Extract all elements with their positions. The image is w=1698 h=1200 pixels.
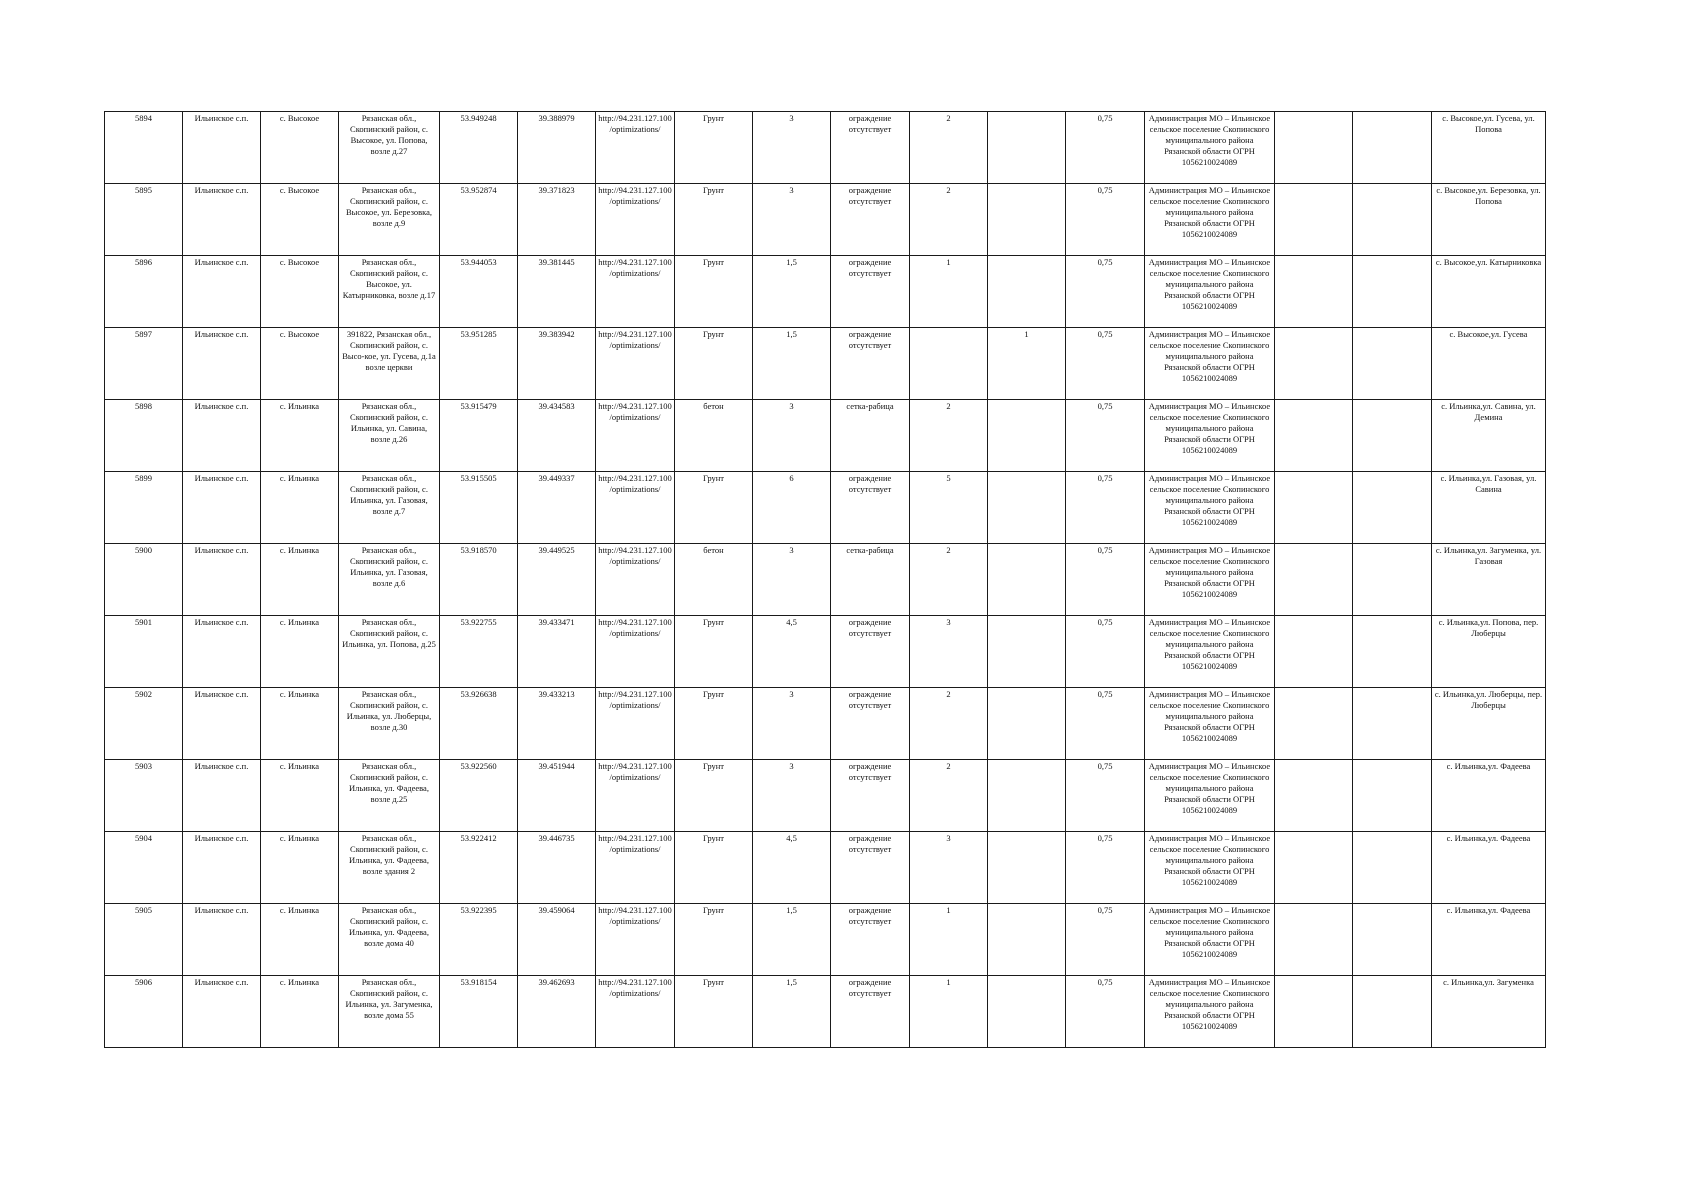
locality-cell: с. Высокое: [261, 112, 339, 184]
longitude-cell: 39.434583: [518, 400, 596, 472]
table-row: [105, 760, 1546, 832]
table-row: [105, 976, 1546, 1048]
site-number-cell: 5897: [105, 328, 183, 400]
container-count-cell: 1: [910, 904, 988, 976]
surface-cell: Грунт: [675, 616, 753, 688]
site-number-cell: 5906: [105, 976, 183, 1048]
container-count-cell: 1: [910, 256, 988, 328]
fence-cell: ограждение отсутствует: [831, 256, 910, 328]
table-row: [105, 256, 1546, 328]
empty-cell: [1275, 472, 1353, 544]
address-cell: Рязанская обл., Скопинский район, с. Ильинка, ул. Савина, возле д.26: [339, 400, 440, 472]
longitude-cell: 39.462693: [518, 976, 596, 1048]
settlement-cell: Ильинское с.п.: [183, 400, 261, 472]
longitude-cell: 39.433471: [518, 616, 596, 688]
fence-cell: ограждение отсутствует: [831, 184, 910, 256]
extra-container-cell: [988, 472, 1066, 544]
table-row: [105, 544, 1546, 616]
latitude-cell: 53.944053: [440, 256, 518, 328]
site-number-cell: 5894: [105, 112, 183, 184]
owner-cell: Администрация МО – Ильинское сельское поселение Скопинского муниципального района Рязанской области ОГРН 1056210024089: [1145, 328, 1275, 400]
latitude-cell: 53.922395: [440, 904, 518, 976]
owner-cell: Администрация МО – Ильинское сельское поселение Скопинского муниципального района Рязанской области ОГРН 1056210024089: [1145, 904, 1275, 976]
served-area-cell: с. Ильинка,ул. Фадеева: [1432, 904, 1546, 976]
surface-cell: Грунт: [675, 976, 753, 1048]
extra-container-cell: [988, 760, 1066, 832]
container-count-cell: 1: [910, 976, 988, 1048]
area-cell: 1,5: [753, 976, 831, 1048]
empty-cell: [1275, 616, 1353, 688]
empty-cell: [1275, 328, 1353, 400]
locality-cell: с. Высокое: [261, 184, 339, 256]
map-link-cell: http://94.231.127.100/optimizations/: [596, 256, 675, 328]
served-area-cell: с. Высокое,ул. Катырниковка: [1432, 256, 1546, 328]
latitude-cell: 53.918570: [440, 544, 518, 616]
settlement-cell: Ильинское с.п.: [183, 904, 261, 976]
served-area-cell: с. Ильинка,ул. Люберцы, пер. Люберцы: [1432, 688, 1546, 760]
latitude-cell: 53.952874: [440, 184, 518, 256]
container-count-cell: 2: [910, 184, 988, 256]
latitude-cell: 53.951285: [440, 328, 518, 400]
fence-cell: ограждение отсутствует: [831, 616, 910, 688]
map-link-cell: http://94.231.127.100/optimizations/: [596, 112, 675, 184]
surface-cell: Грунт: [675, 688, 753, 760]
container-count-cell: 2: [910, 112, 988, 184]
empty-cell: [1353, 544, 1432, 616]
settlement-cell: Ильинское с.п.: [183, 472, 261, 544]
container-volume-cell: 0,75: [1066, 256, 1145, 328]
area-cell: 1,5: [753, 256, 831, 328]
fence-cell: ограждение отсутствует: [831, 112, 910, 184]
latitude-cell: 53.949248: [440, 112, 518, 184]
longitude-cell: 39.459064: [518, 904, 596, 976]
fence-cell: сетка-рабица: [831, 400, 910, 472]
owner-cell: Администрация МО – Ильинское сельское поселение Скопинского муниципального района Рязанской области ОГРН 1056210024089: [1145, 112, 1275, 184]
container-volume-cell: 0,75: [1066, 112, 1145, 184]
area-cell: 1,5: [753, 328, 831, 400]
extra-container-cell: [988, 544, 1066, 616]
extra-container-cell: [988, 832, 1066, 904]
owner-cell: Администрация МО – Ильинское сельское поселение Скопинского муниципального района Рязанской области ОГРН 1056210024089: [1145, 688, 1275, 760]
owner-cell: Администрация МО – Ильинское сельское поселение Скопинского муниципального района Рязанской области ОГРН 1056210024089: [1145, 760, 1275, 832]
owner-cell: Администрация МО – Ильинское сельское поселение Скопинского муниципального района Рязанской области ОГРН 1056210024089: [1145, 544, 1275, 616]
settlement-cell: Ильинское с.п.: [183, 616, 261, 688]
longitude-cell: 39.388979: [518, 112, 596, 184]
site-number-cell: 5896: [105, 256, 183, 328]
served-area-cell: с. Высокое,ул. Березовка, ул. Попова: [1432, 184, 1546, 256]
latitude-cell: 53.926638: [440, 688, 518, 760]
map-link-cell: http://94.231.127.100/optimizations/: [596, 688, 675, 760]
extra-container-cell: [988, 184, 1066, 256]
address-cell: 391822, Рязанская обл., Скопинский район, с. Высо-кое, ул. Гусева, д.1а возле церкви: [339, 328, 440, 400]
latitude-cell: 53.915505: [440, 472, 518, 544]
table-row: [105, 328, 1546, 400]
container-count-cell: 2: [910, 400, 988, 472]
table-row: [105, 112, 1546, 184]
empty-cell: [1353, 400, 1432, 472]
longitude-cell: 39.451944: [518, 760, 596, 832]
empty-cell: [1353, 904, 1432, 976]
settlement-cell: Ильинское с.п.: [183, 328, 261, 400]
served-area-cell: с. Ильинка,ул. Фадеева: [1432, 760, 1546, 832]
owner-cell: Администрация МО – Ильинское сельское поселение Скопинского муниципального района Рязанской области ОГРН 1056210024089: [1145, 832, 1275, 904]
site-number-cell: 5901: [105, 616, 183, 688]
locality-cell: с. Ильинка: [261, 472, 339, 544]
fence-cell: ограждение отсутствует: [831, 328, 910, 400]
longitude-cell: 39.383942: [518, 328, 596, 400]
container-count-cell: 2: [910, 544, 988, 616]
settlement-cell: Ильинское с.п.: [183, 112, 261, 184]
container-count-cell: 2: [910, 688, 988, 760]
container-volume-cell: 0,75: [1066, 976, 1145, 1048]
empty-cell: [1275, 976, 1353, 1048]
surface-cell: Грунт: [675, 112, 753, 184]
surface-cell: Грунт: [675, 184, 753, 256]
surface-cell: Грунт: [675, 256, 753, 328]
extra-container-cell: 1: [988, 328, 1066, 400]
extra-container-cell: [988, 976, 1066, 1048]
served-area-cell: с. Высокое,ул. Гусева, ул. Попова: [1432, 112, 1546, 184]
fence-cell: ограждение отсутствует: [831, 472, 910, 544]
empty-cell: [1275, 112, 1353, 184]
empty-cell: [1353, 688, 1432, 760]
settlement-cell: Ильинское с.п.: [183, 544, 261, 616]
address-cell: Рязанская обл., Скопинский район, с. Ильинка, ул. Газовая, возле д.6: [339, 544, 440, 616]
empty-cell: [1353, 328, 1432, 400]
settlement-cell: Ильинское с.п.: [183, 688, 261, 760]
container-volume-cell: 0,75: [1066, 544, 1145, 616]
container-volume-cell: 0,75: [1066, 400, 1145, 472]
address-cell: Рязанская обл., Скопинский район, с. Высокое, ул. Березовка, возле д.9: [339, 184, 440, 256]
extra-container-cell: [988, 256, 1066, 328]
locality-cell: с. Ильинка: [261, 904, 339, 976]
container-volume-cell: 0,75: [1066, 472, 1145, 544]
site-number-cell: 5904: [105, 832, 183, 904]
table-row: [105, 688, 1546, 760]
fence-cell: ограждение отсутствует: [831, 904, 910, 976]
empty-cell: [1353, 112, 1432, 184]
address-cell: Рязанская обл., Скопинский район, с. Ильинка, ул. Люберцы, возле д.30: [339, 688, 440, 760]
surface-cell: Грунт: [675, 328, 753, 400]
served-area-cell: с. Ильинка,ул. Загуменка, ул. Газовая: [1432, 544, 1546, 616]
empty-cell: [1275, 400, 1353, 472]
empty-cell: [1353, 976, 1432, 1048]
empty-cell: [1353, 760, 1432, 832]
address-cell: Рязанская обл., Скопинский район, с. Ильинка, ул. Фадеева, возле дома 40: [339, 904, 440, 976]
table-row: [105, 184, 1546, 256]
settlement-cell: Ильинское с.п.: [183, 184, 261, 256]
site-number-cell: 5905: [105, 904, 183, 976]
address-cell: Рязанская обл., Скопинский район, с. Высокое, ул. Попова, возле д.27: [339, 112, 440, 184]
served-area-cell: с. Ильинка,ул. Попова, пер. Люберцы: [1432, 616, 1546, 688]
served-area-cell: с. Ильинка,ул. Загуменка: [1432, 976, 1546, 1048]
locality-cell: с. Ильинка: [261, 544, 339, 616]
address-cell: Рязанская обл., Скопинский район, с. Ильинка, ул. Загуменка, возле дома 55: [339, 976, 440, 1048]
empty-cell: [1275, 256, 1353, 328]
empty-cell: [1353, 256, 1432, 328]
site-number-cell: 5899: [105, 472, 183, 544]
area-cell: 3: [753, 184, 831, 256]
extra-container-cell: [988, 400, 1066, 472]
container-volume-cell: 0,75: [1066, 184, 1145, 256]
empty-cell: [1275, 184, 1353, 256]
site-number-cell: 5900: [105, 544, 183, 616]
longitude-cell: 39.449525: [518, 544, 596, 616]
locality-cell: с. Высокое: [261, 328, 339, 400]
surface-cell: Грунт: [675, 832, 753, 904]
fence-cell: ограждение отсутствует: [831, 760, 910, 832]
empty-cell: [1275, 760, 1353, 832]
address-cell: Рязанская обл., Скопинский район, с. Ильинка, ул. Газовая, возле д.7: [339, 472, 440, 544]
surface-cell: бетон: [675, 544, 753, 616]
empty-cell: [1353, 616, 1432, 688]
area-cell: 1,5: [753, 904, 831, 976]
address-cell: Рязанская обл., Скопинский район, с. Ильинка, ул. Попова, д.25: [339, 616, 440, 688]
longitude-cell: 39.446735: [518, 832, 596, 904]
locality-cell: с. Ильинка: [261, 616, 339, 688]
served-area-cell: с. Высокое,ул. Гусева: [1432, 328, 1546, 400]
map-link-cell: http://94.231.127.100/optimizations/: [596, 904, 675, 976]
extra-container-cell: [988, 904, 1066, 976]
surface-cell: Грунт: [675, 472, 753, 544]
locality-cell: с. Ильинка: [261, 832, 339, 904]
longitude-cell: 39.371823: [518, 184, 596, 256]
site-number-cell: 5898: [105, 400, 183, 472]
owner-cell: Администрация МО – Ильинское сельское поселение Скопинского муниципального района Рязанской области ОГРН 1056210024089: [1145, 184, 1275, 256]
empty-cell: [1353, 472, 1432, 544]
container-volume-cell: 0,75: [1066, 904, 1145, 976]
container-count-cell: 5: [910, 472, 988, 544]
settlement-cell: Ильинское с.п.: [183, 256, 261, 328]
map-link-cell: http://94.231.127.100/optimizations/: [596, 760, 675, 832]
empty-cell: [1275, 904, 1353, 976]
extra-container-cell: [988, 616, 1066, 688]
container-count-cell: 3: [910, 616, 988, 688]
address-cell: Рязанская обл., Скопинский район, с. Ильинка, ул. Фадеева, возле д.25: [339, 760, 440, 832]
longitude-cell: 39.381445: [518, 256, 596, 328]
area-cell: 4,5: [753, 832, 831, 904]
locality-cell: с. Ильинка: [261, 688, 339, 760]
map-link-cell: http://94.231.127.100/optimizations/: [596, 832, 675, 904]
map-link-cell: http://94.231.127.100/optimizations/: [596, 544, 675, 616]
extra-container-cell: [988, 688, 1066, 760]
map-link-cell: http://94.231.127.100/optimizations/: [596, 328, 675, 400]
latitude-cell: 53.922412: [440, 832, 518, 904]
locality-cell: с. Высокое: [261, 256, 339, 328]
area-cell: 3: [753, 112, 831, 184]
locality-cell: с. Ильинка: [261, 760, 339, 832]
site-number-cell: 5902: [105, 688, 183, 760]
surface-cell: Грунт: [675, 760, 753, 832]
empty-cell: [1353, 832, 1432, 904]
fence-cell: ограждение отсутствует: [831, 976, 910, 1048]
owner-cell: Администрация МО – Ильинское сельское поселение Скопинского муниципального района Рязанской области ОГРН 1056210024089: [1145, 976, 1275, 1048]
area-cell: 3: [753, 544, 831, 616]
container-count-cell: 2: [910, 760, 988, 832]
address-cell: Рязанская обл., Скопинский район, с. Ильинка, ул. Фадеева, возле здания 2: [339, 832, 440, 904]
container-volume-cell: 0,75: [1066, 760, 1145, 832]
table-row: [105, 832, 1546, 904]
settlement-cell: Ильинское с.п.: [183, 760, 261, 832]
container-count-cell: 3: [910, 832, 988, 904]
latitude-cell: 53.918154: [440, 976, 518, 1048]
map-link-cell: http://94.231.127.100/optimizations/: [596, 472, 675, 544]
address-cell: Рязанская обл., Скопинский район, с. Высокое, ул. Катырниковка, возле д.17: [339, 256, 440, 328]
container-volume-cell: 0,75: [1066, 328, 1145, 400]
served-area-cell: с. Ильинка,ул. Фадеева: [1432, 832, 1546, 904]
area-cell: 4,5: [753, 616, 831, 688]
locality-cell: с. Ильинка: [261, 976, 339, 1048]
site-number-cell: 5895: [105, 184, 183, 256]
map-link-cell: http://94.231.127.100/optimizations/: [596, 400, 675, 472]
map-link-cell: http://94.231.127.100/optimizations/: [596, 616, 675, 688]
latitude-cell: 53.915479: [440, 400, 518, 472]
fence-cell: ограждение отсутствует: [831, 832, 910, 904]
served-area-cell: с. Ильинка,ул. Савина, ул. Демина: [1432, 400, 1546, 472]
settlement-cell: Ильинское с.п.: [183, 976, 261, 1048]
owner-cell: Администрация МО – Ильинское сельское поселение Скопинского муниципального района Рязанской области ОГРН 1056210024089: [1145, 400, 1275, 472]
area-cell: 6: [753, 472, 831, 544]
surface-cell: Грунт: [675, 904, 753, 976]
fence-cell: ограждение отсутствует: [831, 688, 910, 760]
settlement-cell: Ильинское с.п.: [183, 832, 261, 904]
owner-cell: Администрация МО – Ильинское сельское поселение Скопинского муниципального района Рязанской области ОГРН 1056210024089: [1145, 472, 1275, 544]
table-row: [105, 472, 1546, 544]
container-volume-cell: 0,75: [1066, 832, 1145, 904]
latitude-cell: 53.922560: [440, 760, 518, 832]
locality-cell: с. Ильинка: [261, 400, 339, 472]
fence-cell: сетка-рабица: [831, 544, 910, 616]
empty-cell: [1275, 832, 1353, 904]
latitude-cell: 53.922755: [440, 616, 518, 688]
table-row: [105, 616, 1546, 688]
map-link-cell: http://94.231.127.100/optimizations/: [596, 976, 675, 1048]
map-link-cell: http://94.231.127.100/optimizations/: [596, 184, 675, 256]
table-row: [105, 904, 1546, 976]
area-cell: 3: [753, 760, 831, 832]
surface-cell: бетон: [675, 400, 753, 472]
container-volume-cell: 0,75: [1066, 616, 1145, 688]
served-area-cell: с. Ильинка,ул. Газовая, ул. Савина: [1432, 472, 1546, 544]
longitude-cell: 39.433213: [518, 688, 596, 760]
area-cell: 3: [753, 400, 831, 472]
site-number-cell: 5903: [105, 760, 183, 832]
area-cell: 3: [753, 688, 831, 760]
empty-cell: [1353, 184, 1432, 256]
extra-container-cell: [988, 112, 1066, 184]
container-count-cell: [910, 328, 988, 400]
container-volume-cell: 0,75: [1066, 688, 1145, 760]
longitude-cell: 39.449337: [518, 472, 596, 544]
owner-cell: Администрация МО – Ильинское сельское поселение Скопинского муниципального района Рязанской области ОГРН 1056210024089: [1145, 256, 1275, 328]
table-body: [105, 112, 1546, 1048]
empty-cell: [1275, 544, 1353, 616]
owner-cell: Администрация МО – Ильинское сельское поселение Скопинского муниципального района Рязанской области ОГРН 1056210024089: [1145, 616, 1275, 688]
table-row: [105, 400, 1546, 472]
empty-cell: [1275, 688, 1353, 760]
waste-sites-table: [104, 111, 1546, 1048]
